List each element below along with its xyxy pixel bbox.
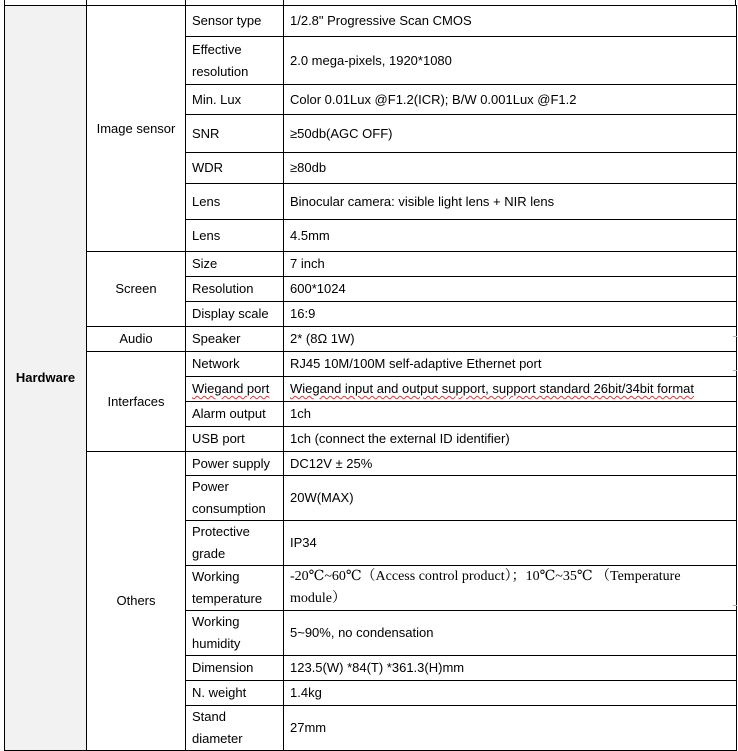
spec-label: Size (186, 252, 284, 277)
spec-value (284, 377, 737, 402)
spec-value: ≥80db (284, 153, 737, 184)
spec-value: 27mm (284, 706, 737, 751)
spec-label: Effective resolution (186, 37, 284, 85)
spec-value: 1.4kg (284, 681, 737, 706)
section-interfaces: Interfaces (87, 352, 186, 452)
spec-value: -20℃~60℃（Access control product）；10℃~35℃ （Temperature module） (284, 566, 737, 611)
spec-label: Protective grade (186, 521, 284, 566)
category-cell: Hardware (5, 6, 87, 751)
spec-value: ≥50db(AGC OFF) (284, 115, 737, 153)
margin-mark (733, 336, 737, 337)
spec-value: 16:9 (284, 302, 737, 327)
spec-label: Dimension (186, 656, 284, 681)
section-audio: Audio (87, 327, 186, 352)
spec-value: RJ45 10M/100M self-adaptive Ethernet port (284, 352, 737, 377)
spec-label: Lens (186, 220, 284, 252)
spec-value: 2.0 mega-pixels, 1920*1080 (284, 37, 737, 85)
spec-value: 1ch (connect the external ID identifier) (284, 427, 737, 452)
spec-label: Resolution (186, 277, 284, 302)
spec-label: Lens (186, 184, 284, 220)
margin-mark (733, 370, 737, 371)
spec-value: 4.5mm (284, 220, 737, 252)
spec-value: 20W(MAX) (284, 476, 737, 521)
spellcheck-marked-label: Wiegand port (192, 381, 270, 396)
spec-value: 123.5(W) *84(T) *361.3(H)mm (284, 656, 737, 681)
spec-label: Power supply (186, 452, 284, 476)
spec-label: Speaker (186, 327, 284, 352)
spec-value: DC12V ± 25% (284, 452, 737, 476)
spec-label: Sensor type (186, 6, 284, 37)
spec-label: Working temperature (186, 566, 284, 611)
spec-value: 5~90%, no condensation (284, 611, 737, 656)
spec-value: IP34 (284, 521, 737, 566)
spec-label: Power consumption (186, 476, 284, 521)
spec-label: USB port (186, 427, 284, 452)
section-others: Others (87, 452, 186, 751)
spec-label: Network (186, 352, 284, 377)
spec-label: Stand diameter (186, 706, 284, 751)
spec-label: Min. Lux (186, 85, 284, 115)
spec-label (186, 377, 284, 402)
spec-value: 2* (8Ω 1W) (284, 327, 737, 352)
spec-label: WDR (186, 153, 284, 184)
spec-value: Binocular camera: visible light lens + NIR lens (284, 184, 737, 220)
spec-value: Color 0.01Lux @F1.2(ICR); B/W 0.001Lux @F1.2 (284, 85, 737, 115)
spec-value: 7 inch (284, 252, 737, 277)
section-image-sensor: Image sensor (87, 6, 186, 252)
spellcheck-marked-value: Wiegand input and output support, support standard 26bit/34bit format (290, 381, 694, 396)
section-screen: Screen (87, 252, 186, 327)
spec-value: 600*1024 (284, 277, 737, 302)
spec-value: 1ch (284, 402, 737, 427)
spec-label: Alarm output (186, 402, 284, 427)
spec-label: N. weight (186, 681, 284, 706)
spec-label: Working humidity (186, 611, 284, 656)
hardware-spec-table (4, 5, 737, 751)
margin-mark (733, 605, 737, 606)
spec-label: Display scale (186, 302, 284, 327)
spec-label: SNR (186, 115, 284, 153)
spec-value: 1/2.8" Progressive Scan CMOS (284, 6, 737, 37)
